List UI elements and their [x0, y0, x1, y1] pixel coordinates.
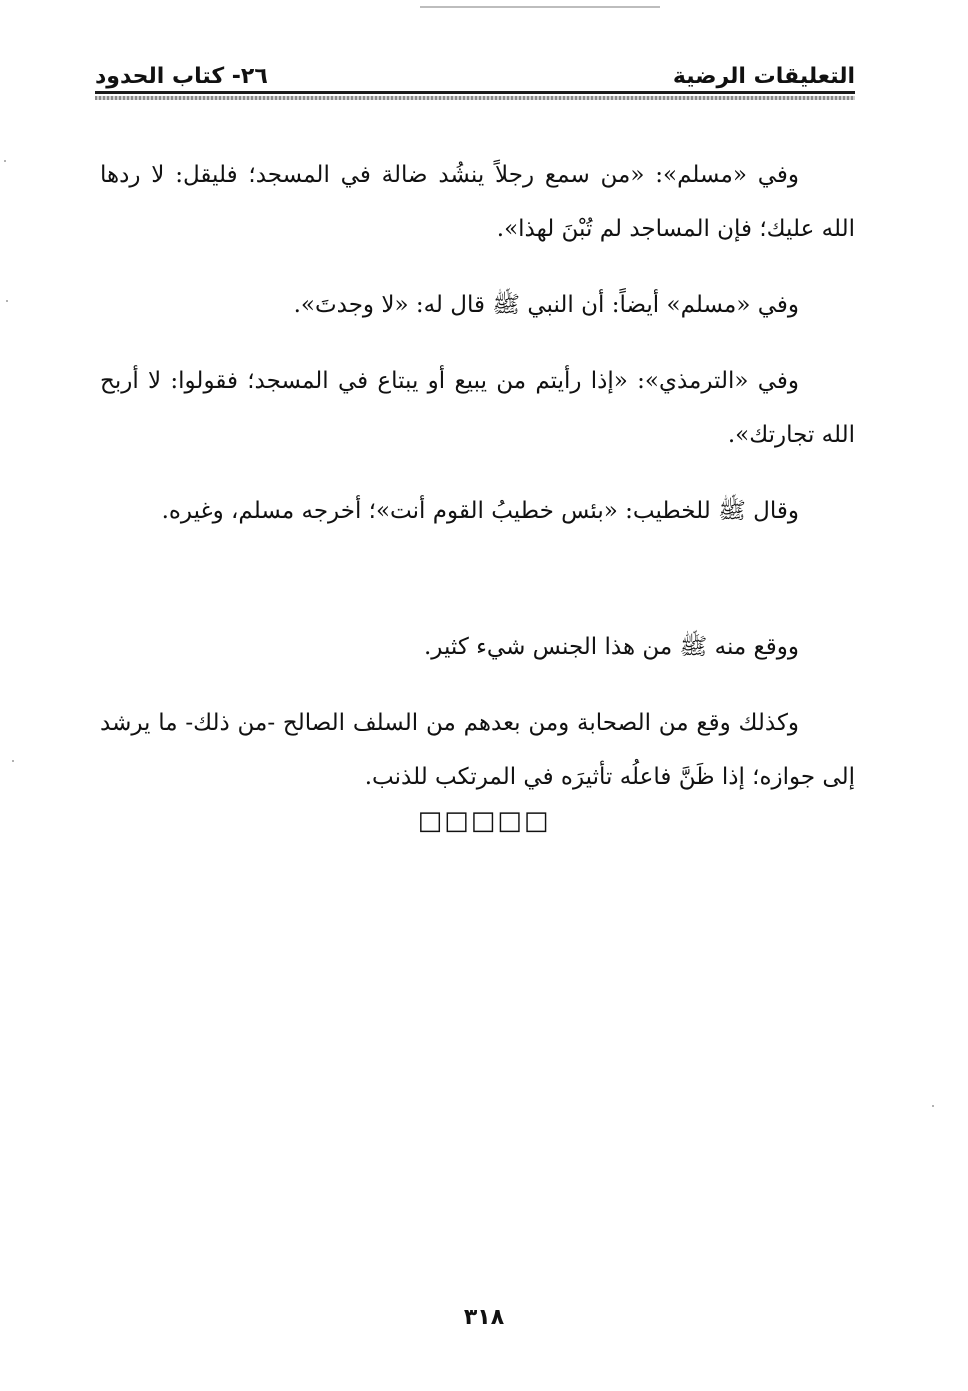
paragraph-many-instances: ووقع منه ﷺ من هذا الجنس شيء كثير.	[423, 634, 799, 660]
top-edge-mark	[420, 0, 660, 8]
running-header	[95, 60, 855, 90]
scan-speck	[932, 1105, 934, 1107]
scan-speck	[12, 760, 14, 762]
scan-speck	[4, 160, 6, 162]
header-rule	[95, 91, 855, 94]
paragraph-tirmidhi-trade: وفي «الترمذي»: «إذا رأيتم من يبيع أو يبتاع في المسجد؛ فقولوا: لا أربح الله تجارتك».	[100, 368, 855, 448]
paragraph-muslim-la-wajadta: وفي «مسلم» أيضاً: أن النبي ﷺ قال له: «لا وجدتَ».	[293, 292, 799, 318]
section-end-marks	[0, 806, 968, 836]
page-body	[100, 148, 855, 826]
paragraph-muslim-lost-item: وفي «مسلم»: «من سمع رجلاً ينشُد ضالة في المسجد؛ فليقل: لا ردها الله عليك؛ فإن المساجد لم تُبْنَ لهذا».	[100, 162, 855, 242]
end-marks-glyphs: □□□□□	[417, 806, 551, 836]
scan-speck	[6, 300, 8, 302]
book-title: التعليقات الرضية	[672, 64, 855, 89]
header-rule-shadow	[95, 96, 855, 100]
paragraph-khatib: وقال ﷺ للخطيب: «بئس خطيبُ القوم أنت»؛ أخرجه مسلم، وغيره.	[161, 498, 799, 524]
paragraph-companions: وكذلك وقع من الصحابة ومن بعدهم من السلف الصالح -من ذلك- ما يرشد إلى جوازه؛ إذا ظَنَّ فاعلُه تأثيرَه في المرتكب للذنب.	[100, 710, 855, 790]
page-number: ٣١٨	[463, 1305, 505, 1330]
chapter-title: ٢٦- كتاب الحدود	[95, 64, 268, 89]
